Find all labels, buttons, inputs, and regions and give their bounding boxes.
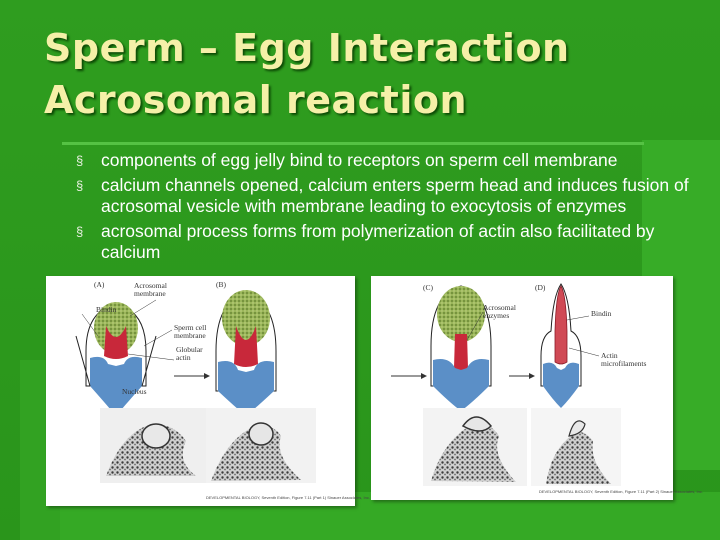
sperm-head-d: [541, 284, 581, 408]
electron-micrograph-a: [100, 408, 212, 483]
label-acrosomal-membrane: Acrosomal membrane: [134, 281, 167, 298]
panel-label-b: (B): [216, 280, 226, 289]
figure-illustration-left: [46, 276, 355, 506]
label-actin-microfilaments: Actin microfilaments: [601, 351, 647, 368]
bullet-marker-icon: §: [76, 153, 84, 168]
electron-micrograph-d: [531, 408, 621, 486]
bullet-text: components of egg jelly bind to receptors on sperm cell membrane: [101, 150, 618, 170]
figure-credit-left: DEVELOPMENTAL BIOLOGY, Seventh Edition, Figure 7.11 (Part 1) Sinauer Associates, Inc.: [206, 495, 370, 500]
bullet-item: [76, 221, 706, 264]
figure-acrosomal-reaction-part2: [371, 276, 703, 500]
figure-credit-right: DEVELOPMENTAL BIOLOGY, Seventh Edition, Figure 7.11 (Part 2) Sinauer Associates, Inc.: [539, 489, 703, 494]
label-nucleus: Nucleus: [122, 387, 147, 396]
arrow-right-icon: [204, 373, 210, 379]
sperm-head-b: [216, 290, 276, 416]
bullet-marker-icon: §: [76, 177, 84, 193]
bullet-marker-icon: §: [76, 223, 84, 239]
arrow-right-icon: [421, 373, 427, 379]
arrow-right-icon: [529, 373, 535, 379]
label-acrosomal-enzymes: Acrosomal enzymes: [483, 303, 516, 320]
figure-acrosomal-reaction-part1: [46, 276, 370, 506]
bullet-item: [76, 175, 706, 218]
electron-micrograph-b: [206, 408, 316, 483]
bullet-item: [76, 150, 706, 172]
bullet-text: acrosomal process forms from polymerization of actin also facilitated by calcium: [101, 220, 655, 262]
panel-label-d: (D): [535, 283, 546, 292]
bullet-list: [76, 150, 706, 267]
title-line-2: Acrosomal reaction: [44, 78, 468, 122]
electron-micrograph-c: [423, 408, 527, 486]
slide-title: [44, 22, 684, 126]
title-line-1: Sperm – Egg Interaction: [44, 26, 570, 70]
bullet-text: calcium channels opened, calcium enters sperm head and induces fusion of acrosomal vesicle with membrane leading to exocytosis of enzymes: [101, 174, 689, 216]
decorative-line: [62, 142, 644, 145]
sperm-head-a: [76, 302, 156, 416]
label-bindin: Bindin: [96, 305, 117, 314]
label-sperm-cell-membrane: Sperm cell membrane: [174, 323, 207, 340]
label-globular-actin: Globular actin: [176, 345, 203, 362]
panel-label-a: (A): [94, 280, 105, 289]
sperm-head-c: [431, 286, 491, 411]
panel-label-c: (C): [423, 283, 433, 292]
label-bindin-right: Bindin: [591, 309, 612, 318]
